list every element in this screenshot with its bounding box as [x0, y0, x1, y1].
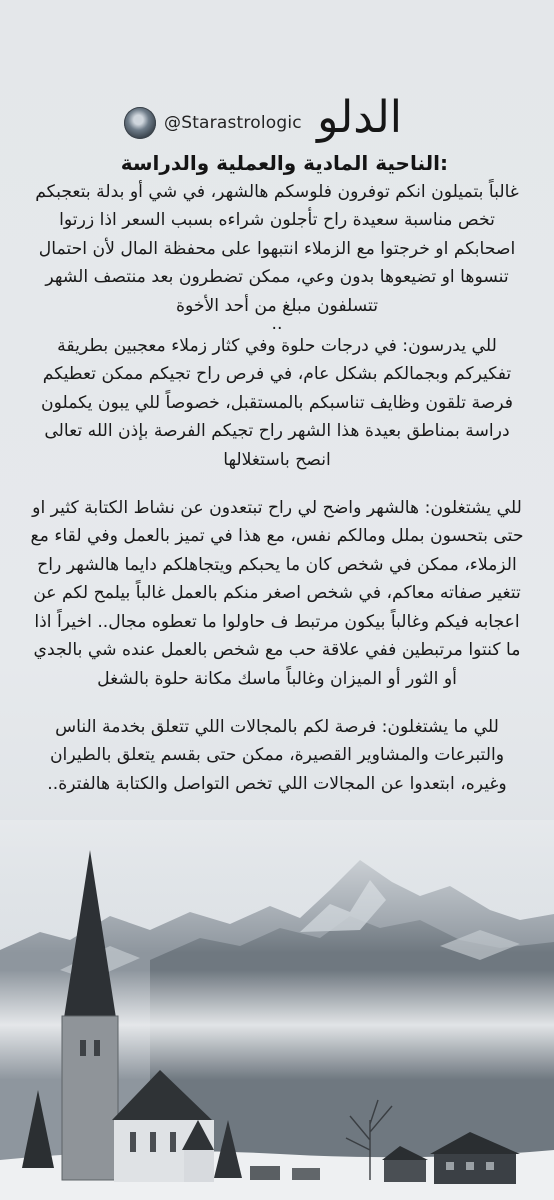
- paragraph-students: للي يدرسون: في درجات حلوة وفي كثار زملاء معجبين بطريقة تفكيركم وبجمالكم بشكل عام، في فرص راح تجيكم ممكن تعطيكم فرصة تلقون وظايف تناسبكم بالمستقبل، خصوصاً للي يبون يكملون دراسة بمناطق بعيدة هذا الشهر راح تجيكم الفرصة بإذن الله تعالى انصح باستغلالها: [41, 336, 513, 470]
- profile-avatar-icon: [124, 107, 156, 139]
- article-body: [26, 178, 528, 818]
- paragraph-separator: ..: [271, 314, 283, 335]
- header: [0, 92, 554, 152]
- winter-landscape-photo: [0, 820, 554, 1200]
- account-tag: [124, 106, 302, 140]
- paragraph-unemployed: للي ما يشتغلون: فرصة لكم بالمجالات اللي تتعلق بخدمة الناس والتبرعات والمشاوير القصيرة، ممكن حتى بقسم يتعلق بالطيران وغيره، ابتعدوا عن المجالات اللي تخص التواصل والكتابة هالفترة..: [47, 716, 507, 794]
- paragraph-workers: للي يشتغلون: هالشهر واضح لي راح تبتعدون عن نشاط الكتابة كثير او حتى بتحسون بملل ومالكم نفس، مع هذا في تميز بالعمل وفي لقاء مع الزملاء، ممكن في شخص كان ما يحبكم ويتجاهلكم دايما هالشهر راح تتغير صفاته معاكم، في شخص اصغر منكم بالعمل غالباً بيلمح لكم عن اعجابه فيكم وغالباً بيكون مرتبط ف حاولوا ما تعطوه مجال.. اخيراً اذا ما كنتوا مرتبطين ففي علاقة حب مع شخص بالعمل عنده شي بالجدي أو الثور أو الميزان وغالباً ماسك مكانة حلوة بالشغل: [30, 498, 524, 689]
- paragraph-finance: غالباً بتميلون انكم توفرون فلوسكم هالشهر، في شي أو بدلة بتعجبكم تخص مناسبة سعيدة راح تأجلون شراءه بسبب السعر اذا زرتوا اصحابكم او خرجتوا مع الزملاء انتبهوا على محفظة المال لأن احتمال تنسوها او تضيعوها بدون وعي، ممكن تضطرون بعد منتصف الشهر تتسلفون مبلغ من أحد الأخوة: [35, 182, 519, 316]
- account-handle: @Starastrologic: [164, 113, 302, 133]
- section-title: :الناحية المادية والعملية والدراسة: [120, 151, 448, 175]
- sign-title: الدلو: [317, 92, 402, 143]
